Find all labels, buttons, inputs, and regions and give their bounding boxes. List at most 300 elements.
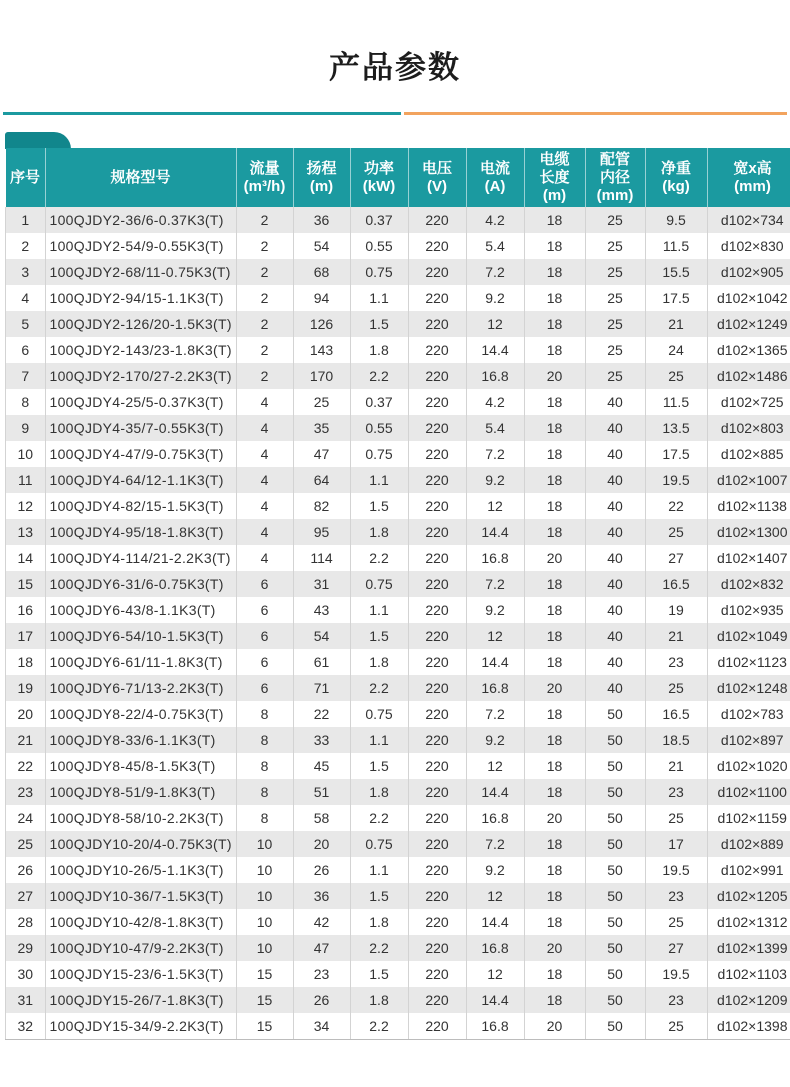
cell-width-height: d102×1300 xyxy=(707,519,790,545)
cell-power: 1.5 xyxy=(350,961,408,987)
cell-flow: 4 xyxy=(236,441,293,467)
table-row xyxy=(6,337,790,363)
table-row xyxy=(6,207,790,233)
table-row xyxy=(6,311,790,337)
cell-cable-length: 18 xyxy=(524,883,585,909)
cell-model: 100QJDY4-35/7-0.55K3(T) xyxy=(45,415,236,441)
cell-flow: 4 xyxy=(236,545,293,571)
cell-cable-length: 20 xyxy=(524,675,585,701)
title-divider-orange-segment xyxy=(404,112,787,115)
cell-net-weight: 21 xyxy=(645,623,707,649)
cell-model: 100QJDY4-47/9-0.75K3(T) xyxy=(45,441,236,467)
cell-power: 2.2 xyxy=(350,1013,408,1040)
cell-pipe-inner-diameter: 25 xyxy=(585,311,645,337)
cell-head: 114 xyxy=(293,545,350,571)
header-index-line: 序号 xyxy=(9,168,40,186)
cell-width-height: d102×1407 xyxy=(707,545,790,571)
cell-pipe-inner-diameter: 40 xyxy=(585,649,645,675)
header-cable-length xyxy=(524,148,585,207)
cell-current: 9.2 xyxy=(466,727,524,753)
cell-head: 26 xyxy=(293,857,350,883)
cell-model: 100QJDY2-94/15-1.1K3(T) xyxy=(45,285,236,311)
cell-cable-length: 18 xyxy=(524,831,585,857)
cell-voltage: 220 xyxy=(408,285,466,311)
cell-model: 100QJDY2-36/6-0.37K3(T) xyxy=(45,207,236,233)
cell-index: 25 xyxy=(6,831,46,857)
cell-pipe-inner-diameter: 50 xyxy=(585,935,645,961)
cell-head: 36 xyxy=(293,883,350,909)
cell-voltage: 220 xyxy=(408,389,466,415)
cell-model: 100QJDY2-54/9-0.55K3(T) xyxy=(45,233,236,259)
cell-width-height: d102×1365 xyxy=(707,337,790,363)
cell-model: 100QJDY2-68/11-0.75K3(T) xyxy=(45,259,236,285)
spec-table-head xyxy=(6,148,790,207)
cell-head: 31 xyxy=(293,571,350,597)
cell-current: 9.2 xyxy=(466,467,524,493)
cell-index: 1 xyxy=(6,207,46,233)
cell-net-weight: 25 xyxy=(645,909,707,935)
cell-current: 12 xyxy=(466,883,524,909)
table-row xyxy=(6,961,790,987)
table-row xyxy=(6,259,790,285)
cell-voltage: 220 xyxy=(408,571,466,597)
cell-index: 31 xyxy=(6,987,46,1013)
table-row xyxy=(6,727,790,753)
cell-power: 1.8 xyxy=(350,337,408,363)
cell-head: 71 xyxy=(293,675,350,701)
cell-width-height: d102×1138 xyxy=(707,493,790,519)
cell-index: 16 xyxy=(6,597,46,623)
header-net-weight-line: 净重 xyxy=(660,159,691,177)
cell-net-weight: 21 xyxy=(645,311,707,337)
cell-pipe-inner-diameter: 50 xyxy=(585,805,645,831)
cell-current: 4.2 xyxy=(466,207,524,233)
page-title: 产品参数 xyxy=(329,50,461,85)
cell-flow: 2 xyxy=(236,285,293,311)
cell-model: 100QJDY4-64/12-1.1K3(T) xyxy=(45,467,236,493)
cell-cable-length: 18 xyxy=(524,467,585,493)
header-head xyxy=(293,148,350,207)
cell-pipe-inner-diameter: 40 xyxy=(585,389,645,415)
cell-current: 14.4 xyxy=(466,987,524,1013)
cell-voltage: 220 xyxy=(408,831,466,857)
cell-power: 1.8 xyxy=(350,909,408,935)
header-pipe-inner-diameter-line: 配管 xyxy=(599,150,630,168)
cell-cable-length: 18 xyxy=(524,441,585,467)
cell-index: 30 xyxy=(6,961,46,987)
header-power-line: 功率 xyxy=(363,159,394,177)
cell-power: 1.5 xyxy=(350,883,408,909)
table-tab-decoration xyxy=(5,132,71,149)
cell-model: 100QJDY8-45/8-1.5K3(T) xyxy=(45,753,236,779)
cell-voltage: 220 xyxy=(408,545,466,571)
cell-pipe-inner-diameter: 40 xyxy=(585,675,645,701)
cell-net-weight: 18.5 xyxy=(645,727,707,753)
header-current-line: (A) xyxy=(484,177,506,195)
table-row xyxy=(6,805,790,831)
header-power-line: (kW) xyxy=(362,177,396,195)
table-row xyxy=(6,779,790,805)
cell-cable-length: 18 xyxy=(524,259,585,285)
cell-power: 0.75 xyxy=(350,259,408,285)
cell-width-height: d102×1020 xyxy=(707,753,790,779)
cell-voltage: 220 xyxy=(408,727,466,753)
cell-cable-length: 18 xyxy=(524,415,585,441)
cell-model: 100QJDY2-126/20-1.5K3(T) xyxy=(45,311,236,337)
cell-index: 9 xyxy=(6,415,46,441)
cell-pipe-inner-diameter: 50 xyxy=(585,909,645,935)
table-row xyxy=(6,519,790,545)
cell-current: 5.4 xyxy=(466,233,524,259)
table-row xyxy=(6,493,790,519)
table-row xyxy=(6,701,790,727)
table-row xyxy=(6,857,790,883)
spec-table xyxy=(5,148,790,1040)
cell-width-height: d102×734 xyxy=(707,207,790,233)
cell-pipe-inner-diameter: 50 xyxy=(585,961,645,987)
cell-voltage: 220 xyxy=(408,259,466,285)
cell-head: 61 xyxy=(293,649,350,675)
header-power xyxy=(350,148,408,207)
cell-flow: 2 xyxy=(236,233,293,259)
header-cable-length-line: (m) xyxy=(542,186,567,204)
cell-power: 0.37 xyxy=(350,389,408,415)
table-row xyxy=(6,545,790,571)
cell-current: 9.2 xyxy=(466,285,524,311)
header-current xyxy=(466,148,524,207)
cell-flow: 4 xyxy=(236,467,293,493)
cell-voltage: 220 xyxy=(408,857,466,883)
cell-voltage: 220 xyxy=(408,233,466,259)
cell-voltage: 220 xyxy=(408,337,466,363)
cell-power: 2.2 xyxy=(350,363,408,389)
table-row xyxy=(6,441,790,467)
cell-voltage: 220 xyxy=(408,415,466,441)
cell-index: 23 xyxy=(6,779,46,805)
cell-cable-length: 18 xyxy=(524,779,585,805)
header-row xyxy=(6,148,790,207)
cell-index: 15 xyxy=(6,571,46,597)
cell-pipe-inner-diameter: 40 xyxy=(585,493,645,519)
cell-flow: 4 xyxy=(236,493,293,519)
cell-index: 10 xyxy=(6,441,46,467)
cell-net-weight: 27 xyxy=(645,935,707,961)
cell-voltage: 220 xyxy=(408,597,466,623)
cell-width-height: d102×830 xyxy=(707,233,790,259)
cell-voltage: 220 xyxy=(408,883,466,909)
header-current-line: 电流 xyxy=(479,159,510,177)
cell-index: 14 xyxy=(6,545,46,571)
cell-pipe-inner-diameter: 40 xyxy=(585,597,645,623)
cell-current: 12 xyxy=(466,493,524,519)
cell-head: 82 xyxy=(293,493,350,519)
cell-net-weight: 23 xyxy=(645,883,707,909)
cell-index: 5 xyxy=(6,311,46,337)
cell-current: 14.4 xyxy=(466,649,524,675)
cell-flow: 10 xyxy=(236,831,293,857)
cell-flow: 2 xyxy=(236,363,293,389)
cell-index: 27 xyxy=(6,883,46,909)
table-row xyxy=(6,467,790,493)
cell-flow: 8 xyxy=(236,727,293,753)
cell-power: 1.1 xyxy=(350,285,408,311)
cell-head: 34 xyxy=(293,1013,350,1040)
cell-current: 7.2 xyxy=(466,701,524,727)
cell-voltage: 220 xyxy=(408,701,466,727)
cell-flow: 15 xyxy=(236,1013,293,1040)
cell-flow: 8 xyxy=(236,753,293,779)
cell-pipe-inner-diameter: 25 xyxy=(585,285,645,311)
cell-width-height: d102×1205 xyxy=(707,883,790,909)
cell-index: 28 xyxy=(6,909,46,935)
cell-index: 24 xyxy=(6,805,46,831)
cell-power: 1.5 xyxy=(350,753,408,779)
cell-power: 1.5 xyxy=(350,623,408,649)
cell-head: 47 xyxy=(293,935,350,961)
cell-cable-length: 20 xyxy=(524,805,585,831)
cell-power: 1.1 xyxy=(350,727,408,753)
cell-net-weight: 19.5 xyxy=(645,467,707,493)
cell-head: 64 xyxy=(293,467,350,493)
cell-pipe-inner-diameter: 25 xyxy=(585,363,645,389)
cell-head: 42 xyxy=(293,909,350,935)
cell-width-height: d102×991 xyxy=(707,857,790,883)
header-flow-line: (m³/h) xyxy=(243,177,286,195)
cell-model: 100QJDY8-22/4-0.75K3(T) xyxy=(45,701,236,727)
cell-pipe-inner-diameter: 50 xyxy=(585,831,645,857)
cell-model: 100QJDY4-25/5-0.37K3(T) xyxy=(45,389,236,415)
header-net-weight xyxy=(645,148,707,207)
cell-flow: 2 xyxy=(236,311,293,337)
cell-net-weight: 24 xyxy=(645,337,707,363)
table-row xyxy=(6,285,790,311)
cell-power: 0.55 xyxy=(350,415,408,441)
cell-head: 20 xyxy=(293,831,350,857)
cell-net-weight: 9.5 xyxy=(645,207,707,233)
header-index xyxy=(6,148,46,207)
cell-cable-length: 18 xyxy=(524,987,585,1013)
cell-model: 100QJDY15-34/9-2.2K3(T) xyxy=(45,1013,236,1040)
cell-cable-length: 18 xyxy=(524,623,585,649)
cell-model: 100QJDY10-26/5-1.1K3(T) xyxy=(45,857,236,883)
cell-voltage: 220 xyxy=(408,519,466,545)
cell-head: 25 xyxy=(293,389,350,415)
cell-head: 26 xyxy=(293,987,350,1013)
cell-net-weight: 11.5 xyxy=(645,389,707,415)
table-row xyxy=(6,831,790,857)
cell-net-weight: 17 xyxy=(645,831,707,857)
title-divider-teal-segment xyxy=(3,112,401,115)
cell-cable-length: 18 xyxy=(524,753,585,779)
cell-width-height: d102×1049 xyxy=(707,623,790,649)
cell-width-height: d102×1486 xyxy=(707,363,790,389)
cell-model: 100QJDY4-82/15-1.5K3(T) xyxy=(45,493,236,519)
cell-width-height: d102×1399 xyxy=(707,935,790,961)
cell-net-weight: 27 xyxy=(645,545,707,571)
cell-model: 100QJDY15-26/7-1.8K3(T) xyxy=(45,987,236,1013)
cell-net-weight: 13.5 xyxy=(645,415,707,441)
cell-width-height: d102×1398 xyxy=(707,1013,790,1040)
cell-net-weight: 17.5 xyxy=(645,441,707,467)
cell-power: 1.8 xyxy=(350,779,408,805)
table-row xyxy=(6,935,790,961)
cell-flow: 4 xyxy=(236,389,293,415)
cell-cable-length: 18 xyxy=(524,727,585,753)
cell-index: 2 xyxy=(6,233,46,259)
table-row xyxy=(6,597,790,623)
cell-voltage: 220 xyxy=(408,363,466,389)
header-pipe-inner-diameter-line: 内径 xyxy=(599,168,630,186)
cell-head: 95 xyxy=(293,519,350,545)
cell-net-weight: 25 xyxy=(645,675,707,701)
cell-current: 16.8 xyxy=(466,935,524,961)
cell-flow: 10 xyxy=(236,857,293,883)
table-row xyxy=(6,987,790,1013)
cell-cable-length: 18 xyxy=(524,519,585,545)
cell-voltage: 220 xyxy=(408,207,466,233)
cell-flow: 6 xyxy=(236,649,293,675)
cell-width-height: d102×1123 xyxy=(707,649,790,675)
cell-voltage: 220 xyxy=(408,493,466,519)
cell-current: 9.2 xyxy=(466,857,524,883)
cell-pipe-inner-diameter: 50 xyxy=(585,857,645,883)
cell-model: 100QJDY6-71/13-2.2K3(T) xyxy=(45,675,236,701)
cell-current: 12 xyxy=(466,753,524,779)
cell-flow: 2 xyxy=(236,337,293,363)
cell-flow: 10 xyxy=(236,909,293,935)
table-row xyxy=(6,675,790,701)
cell-head: 35 xyxy=(293,415,350,441)
cell-current: 12 xyxy=(466,961,524,987)
cell-index: 8 xyxy=(6,389,46,415)
cell-power: 2.2 xyxy=(350,545,408,571)
header-net-weight-line: (kg) xyxy=(662,177,690,195)
cell-flow: 15 xyxy=(236,987,293,1013)
cell-model: 100QJDY8-33/6-1.1K3(T) xyxy=(45,727,236,753)
cell-current: 7.2 xyxy=(466,571,524,597)
cell-width-height: d102×1159 xyxy=(707,805,790,831)
cell-width-height: d102×1042 xyxy=(707,285,790,311)
cell-flow: 2 xyxy=(236,259,293,285)
cell-net-weight: 25 xyxy=(645,519,707,545)
cell-width-height: d102×1007 xyxy=(707,467,790,493)
cell-flow: 4 xyxy=(236,415,293,441)
cell-pipe-inner-diameter: 50 xyxy=(585,701,645,727)
cell-head: 54 xyxy=(293,233,350,259)
cell-model: 100QJDY10-36/7-1.5K3(T) xyxy=(45,883,236,909)
cell-index: 6 xyxy=(6,337,46,363)
cell-power: 1.1 xyxy=(350,857,408,883)
header-head-line: (m) xyxy=(309,177,334,195)
cell-cable-length: 18 xyxy=(524,597,585,623)
cell-width-height: d102×1249 xyxy=(707,311,790,337)
cell-power: 0.75 xyxy=(350,701,408,727)
header-pipe-inner-diameter-line: (mm) xyxy=(596,186,634,204)
cell-power: 1.8 xyxy=(350,987,408,1013)
cell-cable-length: 18 xyxy=(524,207,585,233)
cell-pipe-inner-diameter: 25 xyxy=(585,259,645,285)
cell-width-height: d102×783 xyxy=(707,701,790,727)
cell-power: 0.75 xyxy=(350,571,408,597)
cell-cable-length: 18 xyxy=(524,233,585,259)
cell-width-height: d102×889 xyxy=(707,831,790,857)
cell-head: 94 xyxy=(293,285,350,311)
cell-head: 36 xyxy=(293,207,350,233)
cell-voltage: 220 xyxy=(408,441,466,467)
cell-index: 7 xyxy=(6,363,46,389)
cell-model: 100QJDY15-23/6-1.5K3(T) xyxy=(45,961,236,987)
cell-power: 1.8 xyxy=(350,519,408,545)
cell-index: 3 xyxy=(6,259,46,285)
cell-current: 16.8 xyxy=(466,805,524,831)
cell-model: 100QJDY2-143/23-1.8K3(T) xyxy=(45,337,236,363)
cell-index: 19 xyxy=(6,675,46,701)
cell-head: 22 xyxy=(293,701,350,727)
cell-width-height: d102×1209 xyxy=(707,987,790,1013)
cell-head: 68 xyxy=(293,259,350,285)
cell-current: 7.2 xyxy=(466,259,524,285)
table-row xyxy=(6,571,790,597)
table-row xyxy=(6,649,790,675)
table-row xyxy=(6,909,790,935)
cell-head: 47 xyxy=(293,441,350,467)
cell-cable-length: 20 xyxy=(524,1013,585,1040)
cell-head: 170 xyxy=(293,363,350,389)
cell-power: 2.2 xyxy=(350,675,408,701)
cell-net-weight: 15.5 xyxy=(645,259,707,285)
header-width-height-line: 宽x高 xyxy=(733,159,772,177)
cell-voltage: 220 xyxy=(408,961,466,987)
cell-index: 13 xyxy=(6,519,46,545)
table-row xyxy=(6,389,790,415)
cell-net-weight: 17.5 xyxy=(645,285,707,311)
cell-head: 45 xyxy=(293,753,350,779)
header-voltage-line: (V) xyxy=(427,177,447,195)
cell-net-weight: 23 xyxy=(645,987,707,1013)
cell-net-weight: 22 xyxy=(645,493,707,519)
cell-width-height: d102×1103 xyxy=(707,961,790,987)
cell-head: 126 xyxy=(293,311,350,337)
cell-net-weight: 19.5 xyxy=(645,961,707,987)
cell-current: 14.4 xyxy=(466,519,524,545)
cell-cable-length: 18 xyxy=(524,337,585,363)
cell-current: 16.8 xyxy=(466,1013,524,1040)
cell-width-height: d102×1100 xyxy=(707,779,790,805)
cell-current: 9.2 xyxy=(466,597,524,623)
cell-flow: 8 xyxy=(236,805,293,831)
cell-width-height: d102×1248 xyxy=(707,675,790,701)
header-head-line: 扬程 xyxy=(306,159,337,177)
cell-model: 100QJDY2-170/27-2.2K3(T) xyxy=(45,363,236,389)
cell-net-weight: 23 xyxy=(645,649,707,675)
cell-cable-length: 18 xyxy=(524,311,585,337)
cell-cable-length: 18 xyxy=(524,285,585,311)
cell-width-height: d102×803 xyxy=(707,415,790,441)
cell-pipe-inner-diameter: 50 xyxy=(585,753,645,779)
cell-cable-length: 20 xyxy=(524,363,585,389)
cell-model: 100QJDY10-42/8-1.8K3(T) xyxy=(45,909,236,935)
cell-voltage: 220 xyxy=(408,987,466,1013)
cell-cable-length: 18 xyxy=(524,389,585,415)
spec-table-body xyxy=(6,207,790,1040)
cell-model: 100QJDY4-114/21-2.2K3(T) xyxy=(45,545,236,571)
cell-net-weight: 19 xyxy=(645,597,707,623)
header-cable-length-line: 电缆 xyxy=(539,150,570,168)
cell-cable-length: 18 xyxy=(524,701,585,727)
cell-power: 0.75 xyxy=(350,831,408,857)
cell-width-height: d102×725 xyxy=(707,389,790,415)
cell-power: 2.2 xyxy=(350,935,408,961)
